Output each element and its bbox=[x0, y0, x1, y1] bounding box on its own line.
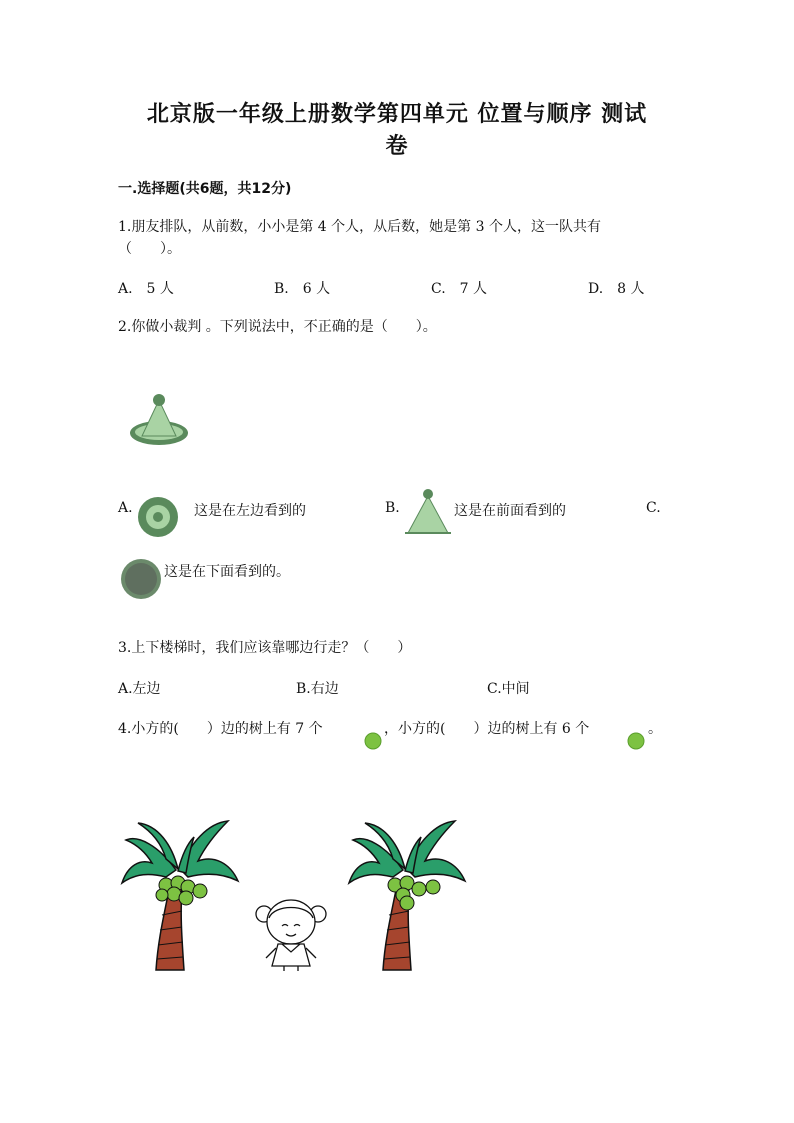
cone-front-view-image bbox=[405, 487, 451, 535]
q3-option-a[interactable]: A.左边 bbox=[118, 681, 161, 697]
question-4-part-3: 。 bbox=[648, 721, 662, 737]
q2-option-c-letter[interactable]: C. bbox=[646, 500, 661, 516]
page-title-line-2: 卷 bbox=[385, 133, 409, 159]
q1-option-a[interactable]: A. 5 人 bbox=[118, 281, 174, 297]
coconut-icon bbox=[364, 732, 382, 750]
page-title-line-1: 北京版一年级上册数学第四单元 位置与顺序 测试 bbox=[146, 101, 648, 127]
section-heading: 一.选择题(共6题，共12分) bbox=[118, 181, 292, 197]
question-2-text: 2.你做小裁判 。下列说法中，不正确的是（ ）。 bbox=[118, 319, 437, 335]
cone-bottom-view-image bbox=[120, 558, 162, 600]
q1-option-b[interactable]: B. 6 人 bbox=[274, 281, 331, 297]
q3-option-c[interactable]: C.中间 bbox=[487, 681, 530, 697]
girl-xiaofang-image bbox=[252, 896, 330, 972]
q1-option-c[interactable]: C. 7 人 bbox=[431, 281, 488, 297]
palm-tree-left-image bbox=[118, 815, 242, 973]
q1-option-d[interactable]: D. 8 人 bbox=[588, 281, 645, 297]
question-1-line-1: 1.朋友排队，从前数，小小是第 4 个人，从后数，她是第 3 个人，这一队共有 bbox=[118, 219, 601, 235]
question-1-line-2: （ ）。 bbox=[118, 241, 181, 257]
q2-option-b-letter[interactable]: B. bbox=[385, 500, 400, 516]
palm-tree-right-image bbox=[345, 815, 469, 973]
q2-option-a-letter[interactable]: A. bbox=[118, 500, 133, 516]
q2-option-a-text: 这是在左边看到的 bbox=[194, 503, 306, 519]
question-3-text: 3.上下楼梯时，我们应该靠哪边行走？（ ） bbox=[118, 640, 412, 656]
coconut-icon bbox=[627, 732, 645, 750]
q2-option-b-text: 这是在前面看到的 bbox=[454, 503, 566, 519]
cone-left-view-image bbox=[137, 496, 179, 538]
question-4-part-1: 4.小方的( ）边的树上有 7 个 bbox=[118, 721, 323, 737]
question-4-part-2: ，小方的( ）边的树上有 6 个 bbox=[384, 721, 590, 737]
q3-option-b[interactable]: B.右边 bbox=[296, 681, 339, 697]
cone-figure-image bbox=[128, 392, 190, 448]
q2-option-c-text: 这是在下面看到的。 bbox=[164, 564, 290, 580]
